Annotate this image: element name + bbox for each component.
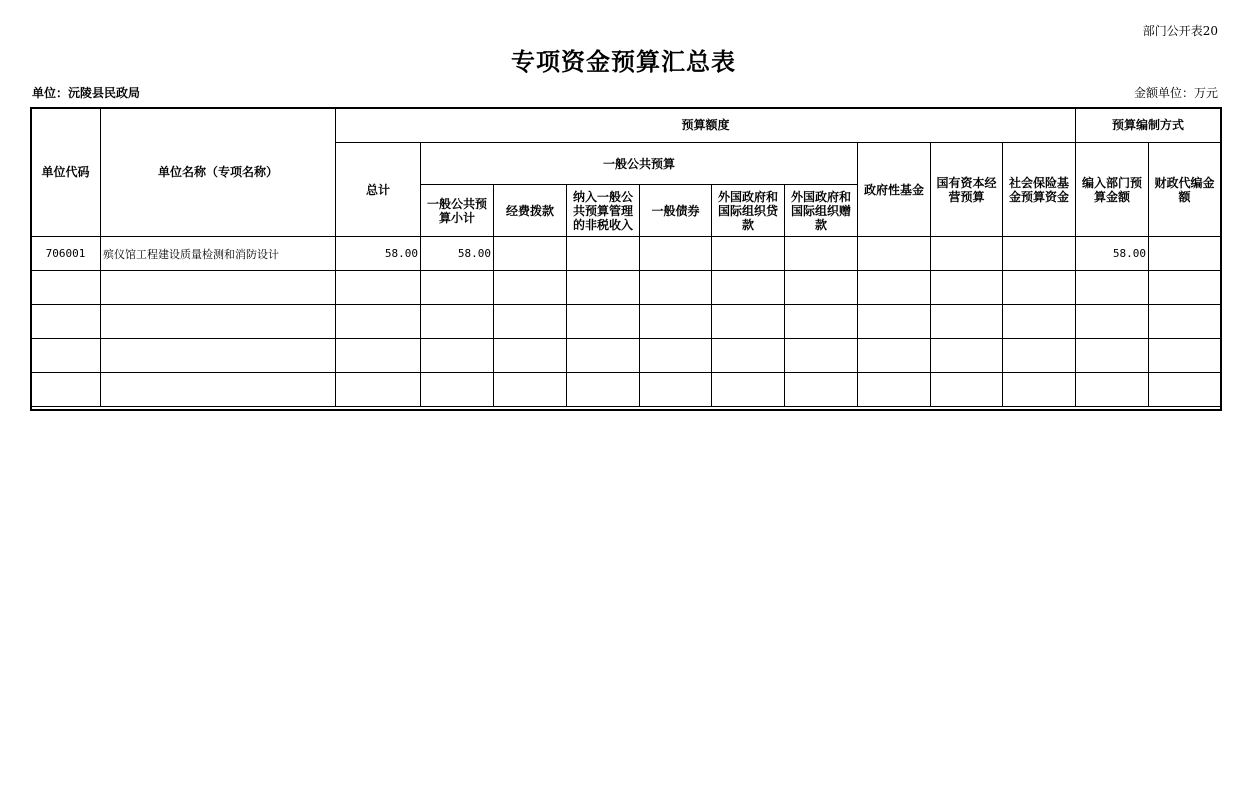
- cell-funding: [494, 373, 567, 407]
- cell-bond: [640, 373, 712, 407]
- cell-dept-budget: [1076, 339, 1149, 373]
- amount-unit-label: 金额单位：万元: [1133, 86, 1218, 100]
- cell-subtotal: [421, 271, 494, 305]
- col-non-tax-income: 纳入一般公共预算管理的非税收入: [567, 185, 640, 237]
- cell-code: [31, 271, 101, 305]
- cell-foreign-loan: [712, 305, 785, 339]
- cell-bond: [640, 237, 712, 271]
- cell-subtotal: [421, 339, 494, 373]
- col-budget-amount: 预算额度: [336, 108, 1076, 143]
- cell-name: [101, 339, 336, 373]
- cell-bond: [640, 305, 712, 339]
- cell-foreign-grant: [785, 339, 858, 373]
- cell-total: [336, 305, 421, 339]
- table-row: [31, 305, 1221, 339]
- col-dept-budget: 编入部门预算金额: [1076, 143, 1149, 237]
- cell-total: [336, 373, 421, 407]
- col-unit-code: 单位代码: [31, 108, 101, 237]
- cell-funding: [494, 305, 567, 339]
- cell-name: [101, 373, 336, 407]
- cell-social-insurance: [1003, 271, 1076, 305]
- cell-social-insurance: [1003, 237, 1076, 271]
- cell-subtotal: [421, 373, 494, 407]
- col-gpb-subtotal: 一般公共预算小计: [421, 185, 494, 237]
- cell-funding: [494, 339, 567, 373]
- cell-gov-fund: [858, 339, 931, 373]
- cell-foreign-grant: [785, 237, 858, 271]
- cell-finance-compile: [1149, 339, 1221, 373]
- cell-dept-budget: [1076, 373, 1149, 407]
- cell-social-insurance: [1003, 339, 1076, 373]
- table-row: [31, 373, 1221, 407]
- cell-state-capital: [931, 305, 1003, 339]
- cell-code: [31, 339, 101, 373]
- page-title: 专项资金预算汇总表: [511, 47, 736, 76]
- cell-state-capital: [931, 237, 1003, 271]
- budget-table: [30, 107, 1221, 407]
- cell-finance-compile: [1149, 305, 1221, 339]
- cell-foreign-loan: [712, 237, 785, 271]
- col-compile-method: 预算编制方式: [1076, 108, 1221, 143]
- col-total: 总计: [336, 143, 421, 237]
- cell-total: [336, 271, 421, 305]
- cell-code: [31, 305, 101, 339]
- cell-foreign-grant: [785, 305, 858, 339]
- cell-social-insurance: [1003, 373, 1076, 407]
- cell-dept-budget: 58.00: [1076, 237, 1149, 271]
- cell-gov-fund: [858, 237, 931, 271]
- cell-non-tax: [567, 339, 640, 373]
- col-foreign-grant: 外国政府和国际组织赠款: [785, 185, 858, 237]
- cell-bond: [640, 271, 712, 305]
- cell-foreign-loan: [712, 271, 785, 305]
- cell-finance-compile: [1149, 271, 1221, 305]
- col-state-capital: 国有资本经营预算: [931, 143, 1003, 237]
- cell-non-tax: [567, 305, 640, 339]
- cell-non-tax: [567, 237, 640, 271]
- cell-finance-compile: [1149, 237, 1221, 271]
- cell-foreign-grant: [785, 271, 858, 305]
- col-finance-compile: 财政代编金额: [1149, 143, 1221, 237]
- table-row: [31, 271, 1221, 305]
- col-funding-allocation: 经费拨款: [494, 185, 567, 237]
- cell-social-insurance: [1003, 305, 1076, 339]
- col-unit-name: 单位名称（专项名称）: [101, 108, 336, 237]
- cell-non-tax: [567, 271, 640, 305]
- cell-total: [336, 339, 421, 373]
- form-code: 部门公开表20: [1142, 24, 1218, 38]
- col-foreign-loan: 外国政府和国际组织贷款: [712, 185, 785, 237]
- cell-name: [101, 305, 336, 339]
- cell-subtotal: 58.00: [421, 237, 494, 271]
- cell-dept-budget: [1076, 271, 1149, 305]
- cell-foreign-loan: [712, 339, 785, 373]
- cell-bond: [640, 339, 712, 373]
- cell-gov-fund: [858, 271, 931, 305]
- cell-state-capital: [931, 373, 1003, 407]
- cell-code: 706001: [31, 237, 101, 271]
- cell-finance-compile: [1149, 373, 1221, 407]
- cell-state-capital: [931, 271, 1003, 305]
- cell-funding: [494, 237, 567, 271]
- table-row: [31, 237, 1221, 271]
- cell-subtotal: [421, 305, 494, 339]
- cell-non-tax: [567, 373, 640, 407]
- cell-foreign-grant: [785, 373, 858, 407]
- col-general-public-budget: 一般公共预算: [421, 143, 858, 185]
- col-social-insurance: 社会保险基金预算资金: [1003, 143, 1076, 237]
- cell-name: 殡仪馆工程建设质量检测和消防设计: [101, 237, 336, 271]
- cell-dept-budget: [1076, 305, 1149, 339]
- cell-code: [31, 373, 101, 407]
- cell-state-capital: [931, 339, 1003, 373]
- cell-gov-fund: [858, 373, 931, 407]
- cell-foreign-loan: [712, 373, 785, 407]
- cell-funding: [494, 271, 567, 305]
- table-row: [31, 339, 1221, 373]
- cell-total: 58.00: [336, 237, 421, 271]
- cell-gov-fund: [858, 305, 931, 339]
- col-gov-fund: 政府性基金: [858, 143, 931, 237]
- cell-name: [101, 271, 336, 305]
- unit-label: 单位：沅陵县民政局: [32, 86, 141, 100]
- col-general-bond: 一般债券: [640, 185, 712, 237]
